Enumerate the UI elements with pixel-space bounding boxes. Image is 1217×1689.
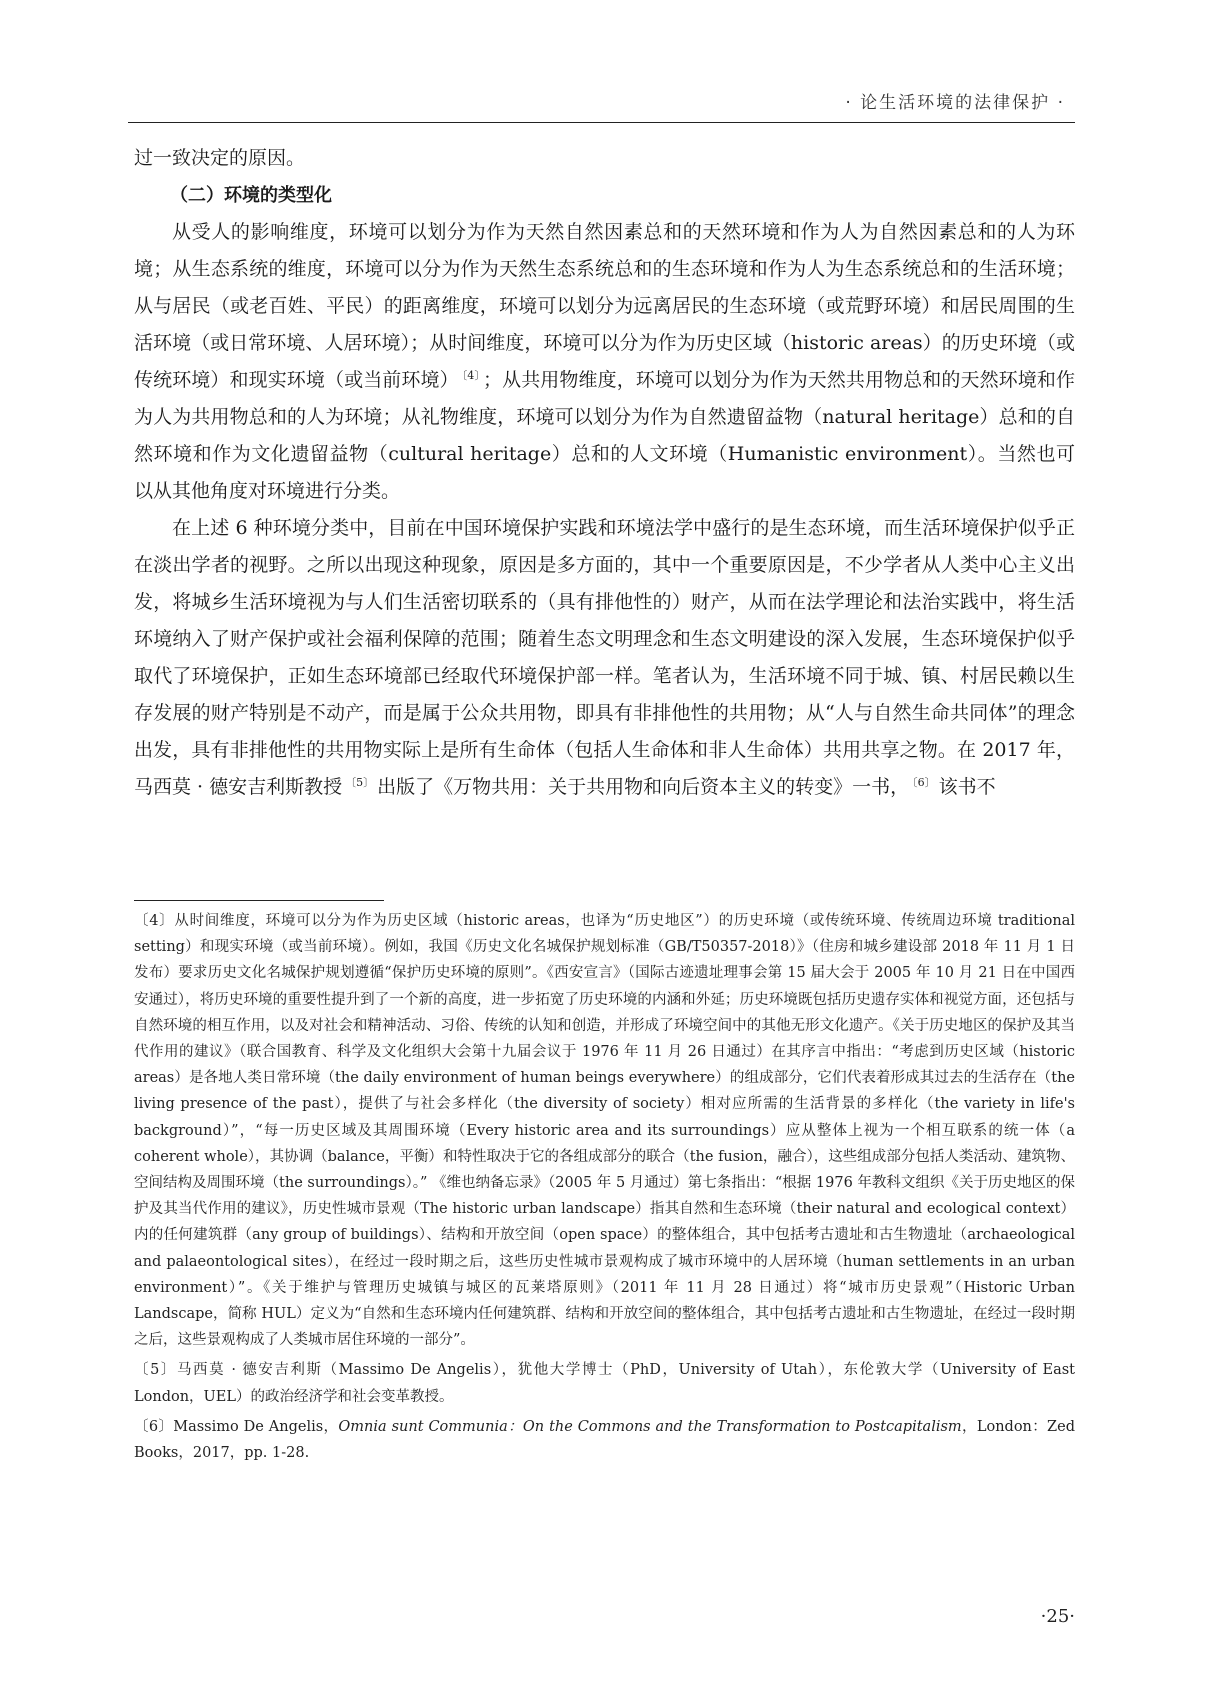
paragraph-1-text-a: 从受人的影响维度，环境可以划分为作为天然自然因素总和的天然环境和作为人为自然因素总和的人为环境；从生态系统的维度，环境可以分为作为天然生态系统总和的生态环境和作为人为生态系统总和的生活环境；从与居民（或老百姓、平民）的距离维度，环境可以划分为远离居民的生态环境（或荒野环境）和居民周围的生活环境（或日常环境、人居环境）；从时间维度，环境可以分为作为历史区域（historic areas）的历史环境（或传统环境）和现实环境（或当前环境） — [134, 221, 1075, 391]
footnote-ref-5[interactable]: 〔5〕 — [345, 775, 375, 789]
footnote-4: 〔4〕从时间维度，环境可以分为作为历史区域（historic areas，也译为“历史地区”）的历史环境（或传统环境、传统周边环境 traditional setting）和现实环境（或当前环境）。例如，我国《历史文化名城保护规划标准（GB/T50357-2018）》（住房和城乡建设部 2018 年 11 月 1 日发布）要求历史文化名城保护规划遵循“保护历史环境的原则”。《西安宣言》（国际古迹遗址理事会第 15 届大会于 2005 年 10 月 21 日在中国西安通过），将历史环境的重要性提升到了一个新的高度，进一步拓宽了历史环境的内涵和外延；历史环境既包括历史遗存实体和视觉方面，还包括与自然环境的相互作用，以及对社会和精神活动、习俗、传统的认知和创造，并形成了环境空间中的其他无形文化遗产。《关于历史地区的保护及其当代作用的建议》（联合国教育、科学及文化组织大会第十九届会议于 1976 年 11 月 26 日通过）在其序言中指出：“考虑到历史区域（historic areas）是各地人类日常环境（the daily environment of human beings everywhere）的组成部分，它们代表着形成其过去的生活存在（the living presence of the past），提供了与社会多样化（the diversity of society）相对应所需的生活背景的多样化（the variety in life's background）”，“每一历史区域及其周围环境（Every historic area and its surroundings）应从整体上视为一个相互联系的统一体（a coherent whole），其协调（balance，平衡）和特性取决于它的各组成部分的联合（the fusion，融合），这些组成部分包括人类活动、建筑物、空间结构及周围环境（the surroundings）。” 《维也纳备忘录》（2005 年 5 月通过）第七条指出：“根据 1976 年教科文组织《关于历史地区的保护及其当代作用的建议》，历史性城市景观（The historic urban landscape）指其自然和生态环境（their natural and ecological context）内的任何建筑群（any group of buildings）、结构和开放空间（open space）的整体组合，其中包括考古遗址和古生物遗址（archaeological and palaeontological sites），在经过一段时期之后，这些历史性城市景观构成了城市环境中的人居环境（human settlements in an urban environment）”。《关于维护与管理历史城镇与城区的瓦莱塔原则》（2011 年 11 月 28 日通过）将“城市历史景观”（Historic Urban Landscape，简称 HUL）定义为“自然和生态环境内任何建筑群、结构和开放空间的整体组合，其中包括考古遗址和古生物遗址，在经过一段时期之后，这些景观构成了人类城市居住环境的一部分”。 — [134, 913, 1075, 1349]
main-text — [134, 140, 1075, 806]
footnote-6-publisher: ，London：Zed Books，2017，pp. 1-28. — [134, 1418, 1075, 1462]
header-title: · 论生活环境的法律保护 · — [845, 93, 1065, 113]
paragraph-2-text-a: 在上述 6 种环境分类中，目前在中国环境保护实践和环境法学中盛行的是生态环境，而生活环境保护似乎正在淡出学者的视野。之所以出现这种现象，原因是多方面的，其中一个重要原因是，不少学者从人类中心主义出发，将城乡生活环境视为与人们生活密切联系的（具有排他性的）财产，从而在法学理论和法治实践中，将生活环境纳入了财产保护或社会福利保障的范围；随着生态文明理念和生态文明建设的深入发展，生态环境保护似乎取代了环境保护，正如生态环境部已经取代环境保护部一样。笔者认为，生活环境不同于城、镇、村居民赖以生存发展的财产特别是不动产，而是属于公众共用物，即具有非排他性的共用物；从“人与自然生命共同体”的理念出发，具有非排他性的共用物实际上是所有生命体（包括人生命体和非人生命体）共用共享之物。在 2017 年，马西莫 · 德安吉利斯教授 — [134, 517, 1075, 798]
section-heading: （二）环境的类型化 — [170, 185, 332, 206]
page-number: ·25· — [1040, 1606, 1075, 1627]
footnote-ref-4[interactable]: 〔4〕 — [461, 368, 480, 382]
footnote-ref-6[interactable]: 〔6〕 — [912, 775, 936, 789]
paragraph-continued: 过一致决定的原因。 — [134, 147, 306, 169]
footnote-6-book-title: Omnia sunt Communia：On the Commons and the Transformation to Postcapitalism — [338, 1418, 962, 1435]
footnote-6-author: 〔6〕Massimo De Angelis， — [134, 1418, 339, 1435]
paragraph-2-text-c: 该书不 — [938, 776, 996, 798]
footnote-divider — [134, 900, 384, 901]
running-header — [128, 82, 1075, 123]
footnotes — [134, 908, 1075, 1466]
paragraph-1-text-b: ；从共用物维度，环境可以划分为作为天然共用物总和的天然环境和作为人为共用物总和的人为环境；从礼物维度，环境可以划分为作为自然遗留益物（natural heritage）总和的自然环境和作为文化遗留益物（cultural heritage）总和的人文环境（Humanistic environment）。当然也可以从其他角度对环境进行分类。 — [134, 369, 1075, 502]
paragraph-2-text-b: 出版了《万物共用：关于共用物和向后资本主义的转变》一书， — [377, 776, 910, 798]
paragraph-2 — [134, 510, 1075, 806]
footnote-5: 〔5〕马西莫 · 德安吉利斯（Massimo De Angelis），犹他大学博士（PhD，University of Utah），东伦敦大学（University of East London，UEL）的政治经济学和社会变革教授。 — [134, 1362, 1075, 1405]
paragraph-1 — [134, 214, 1075, 510]
footnote-6 — [134, 1414, 1075, 1466]
